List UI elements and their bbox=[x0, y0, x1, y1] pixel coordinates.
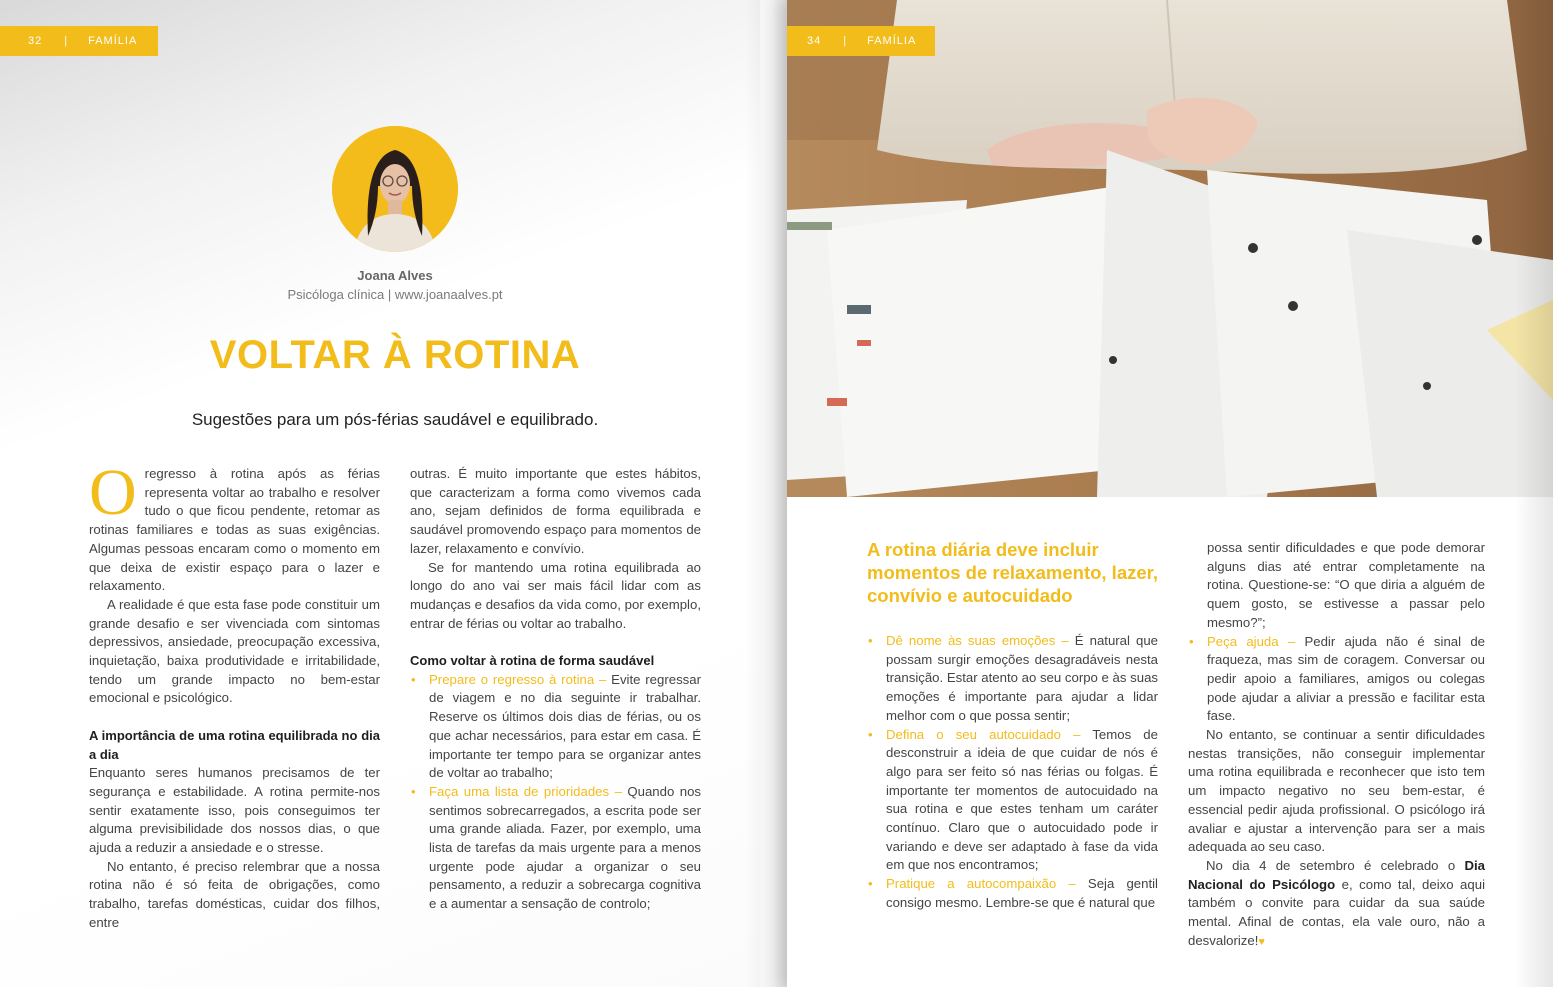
text-column-3 bbox=[867, 632, 1158, 913]
section-tab: 34 | FAMÍLIA bbox=[787, 26, 935, 56]
article-subtitle: Sugestões para um pós-férias saudável e equilibrado. bbox=[191, 410, 599, 429]
author-portrait-icon bbox=[332, 126, 458, 252]
list-item: • Dê nome às suas emoções – É natural que possam surgir emoções desagradáveis nesta transição. Estar atento ao seu corpo e às suas emoções é importante para ajudar a lidar melhor com o que possa sentir; bbox=[886, 632, 1158, 726]
paragraph: Enquanto seres humanos precisamos de ter segurança e estabilidade. A rotina permite-nos sentir exatamente isso, pois conseguimos ter alguma previsibilidade dos nossos dias, o que ajuda a reduzir a ansiedade e o stresse. bbox=[89, 765, 380, 856]
list-item: • Prepare o regresso à rotina – Evite regressar de viagem e no dia seguinte ir trabalhar. Reserve os últimos dois dias de férias, ou os que achar necessários, para estar em casa. É importante ter tempo para se organizar antes de voltar ao trabalho; bbox=[429, 671, 701, 783]
paragraph: outras. É muito importante que estes hábitos, que caracterizam a forma como vivemos cada ano, sejam definidos de forma equilibrada e saudável promovendo espaço para momentos de lazer, relaxamento e convívio. bbox=[410, 466, 701, 556]
paragraph: No entanto, se continuar a sentir dificuldades nestas transições, não conseguir implementar uma rotina equilibrada e reconhecer que isto tem um impacto negativo no seu bem-estar, é essencial pedir ajuda profissional. O psicólogo irá avaliar e ajustar a intervenção para ser a mais adequada ao seu caso. bbox=[1188, 727, 1485, 855]
text-column-2 bbox=[410, 465, 701, 914]
list-item: • Pratique a autocompaixão – Seja gentil consigo mesmo. Lembre-se que é natural que bbox=[886, 875, 1158, 912]
heart-icon: ♥ bbox=[1258, 935, 1265, 948]
page-number: 34 bbox=[807, 35, 822, 47]
closing-paragraph: No dia 4 de setembro é celebrado o Dia Nacional do Psicólogo e, como tal, deixo aqui também o convite para cuidar da sua saúde mental. Afinal de contas, ela vale ouro, não a desvalorize!♥ bbox=[1188, 857, 1485, 948]
section-tab: 32 | FAMÍLIA bbox=[0, 26, 158, 56]
section-label: FAMÍLIA bbox=[867, 35, 917, 47]
section-heading: A importância de uma rotina equilibrada no dia a dia bbox=[89, 727, 380, 762]
author-name: Joana Alves bbox=[357, 268, 433, 283]
list-item: • Defina o seu autocuidado – Temos de desconstruir a ideia de que cuidar de nós é algo para ser feito só nas férias ou folgas. É importante ter momentos de autocuidado na sua rotina e que estes tenham um caráter contínuo. Claro que o autocuidado pode ir variando e deve ser adaptado à fase da vida em que nos encontramos; bbox=[886, 726, 1158, 876]
left-page bbox=[0, 0, 760, 987]
photo-hands-papers bbox=[787, 0, 1553, 497]
text-column-4 bbox=[1188, 539, 1485, 951]
text-column-1 bbox=[89, 456, 380, 933]
article-title: VOLTAR À ROTINA bbox=[209, 333, 581, 377]
tips-list bbox=[410, 671, 701, 914]
author-avatar bbox=[332, 126, 458, 252]
section-label: FAMÍLIA bbox=[88, 35, 138, 47]
tips-list bbox=[867, 632, 1158, 913]
paragraph: No entanto, é preciso relembrar que a nossa rotina não é só feita de obrigações, como trabalho, tarefas domésticas, cuidar dos filhos, entre bbox=[89, 858, 380, 930]
paragraph: possa sentir dificuldades e que pode demorar alguns dias até entrar completamente na rotina. Questione-se: “O que diria a alguém de quem gosto, se estivesse a passar pelo mesmo?”; bbox=[1207, 540, 1485, 630]
author-role: Psicóloga clínica | www.joanaalves.pt bbox=[287, 287, 503, 302]
intro-paragraph: Oregresso à rotina após as férias representa voltar ao trabalho e resolver tudo o que ficou pendente, retomar as rotinas familiares e todas as suas exigências. Algumas pessoas encaram como o momento em que deixa de existir espaço para o lazer e relaxamento. bbox=[89, 456, 380, 594]
tips-list bbox=[1188, 633, 1485, 727]
paragraph: A realidade é que esta fase pode constituir um grande desafio e ser vivenciada com sintomas depressivos, ansiedade, preocupação excessiva, inquietação, baixa produtividade e irritabilidade, tendo um grande impacto no bem-estar emocional e psicológico. bbox=[89, 596, 380, 706]
drop-cap: O bbox=[89, 456, 137, 529]
paragraph: Se for mantendo uma rotina equilibrada ao longo do ano vai ser mais fácil lidar com as mudanças e desafios da vida como, por exemplo, entrar de férias ou voltar ao trabalho. bbox=[410, 559, 701, 631]
list-item: • Faça uma lista de prioridades – Quando nos sentimos sobrecarregados, a escrita pode ser uma grande aliada. Fazer, por exemplo, uma lista de tarefas da mais urgente para a menos urgente pode ajudar a organizar o seu pensamento, a reduzir a sobrecarga cognitiva e a aumentar a sensação de controlo; bbox=[429, 783, 701, 914]
right-page bbox=[787, 0, 1553, 987]
section-heading: Como voltar à rotina de forma saudável bbox=[410, 653, 655, 669]
pull-quote: A rotina diária deve incluir momentos de relaxamento, lazer, convívio e autocuidado bbox=[867, 539, 1158, 606]
list-item: • Peça ajuda – Pedir ajuda não é sinal de fraqueza, mas sim de coragem. Conversar ou pedir apoio a familiares, amigos ou colegas pode ajudar a aliviar a pressão e facilitar esta fase. bbox=[1207, 633, 1485, 727]
page-number: 32 bbox=[28, 35, 43, 47]
